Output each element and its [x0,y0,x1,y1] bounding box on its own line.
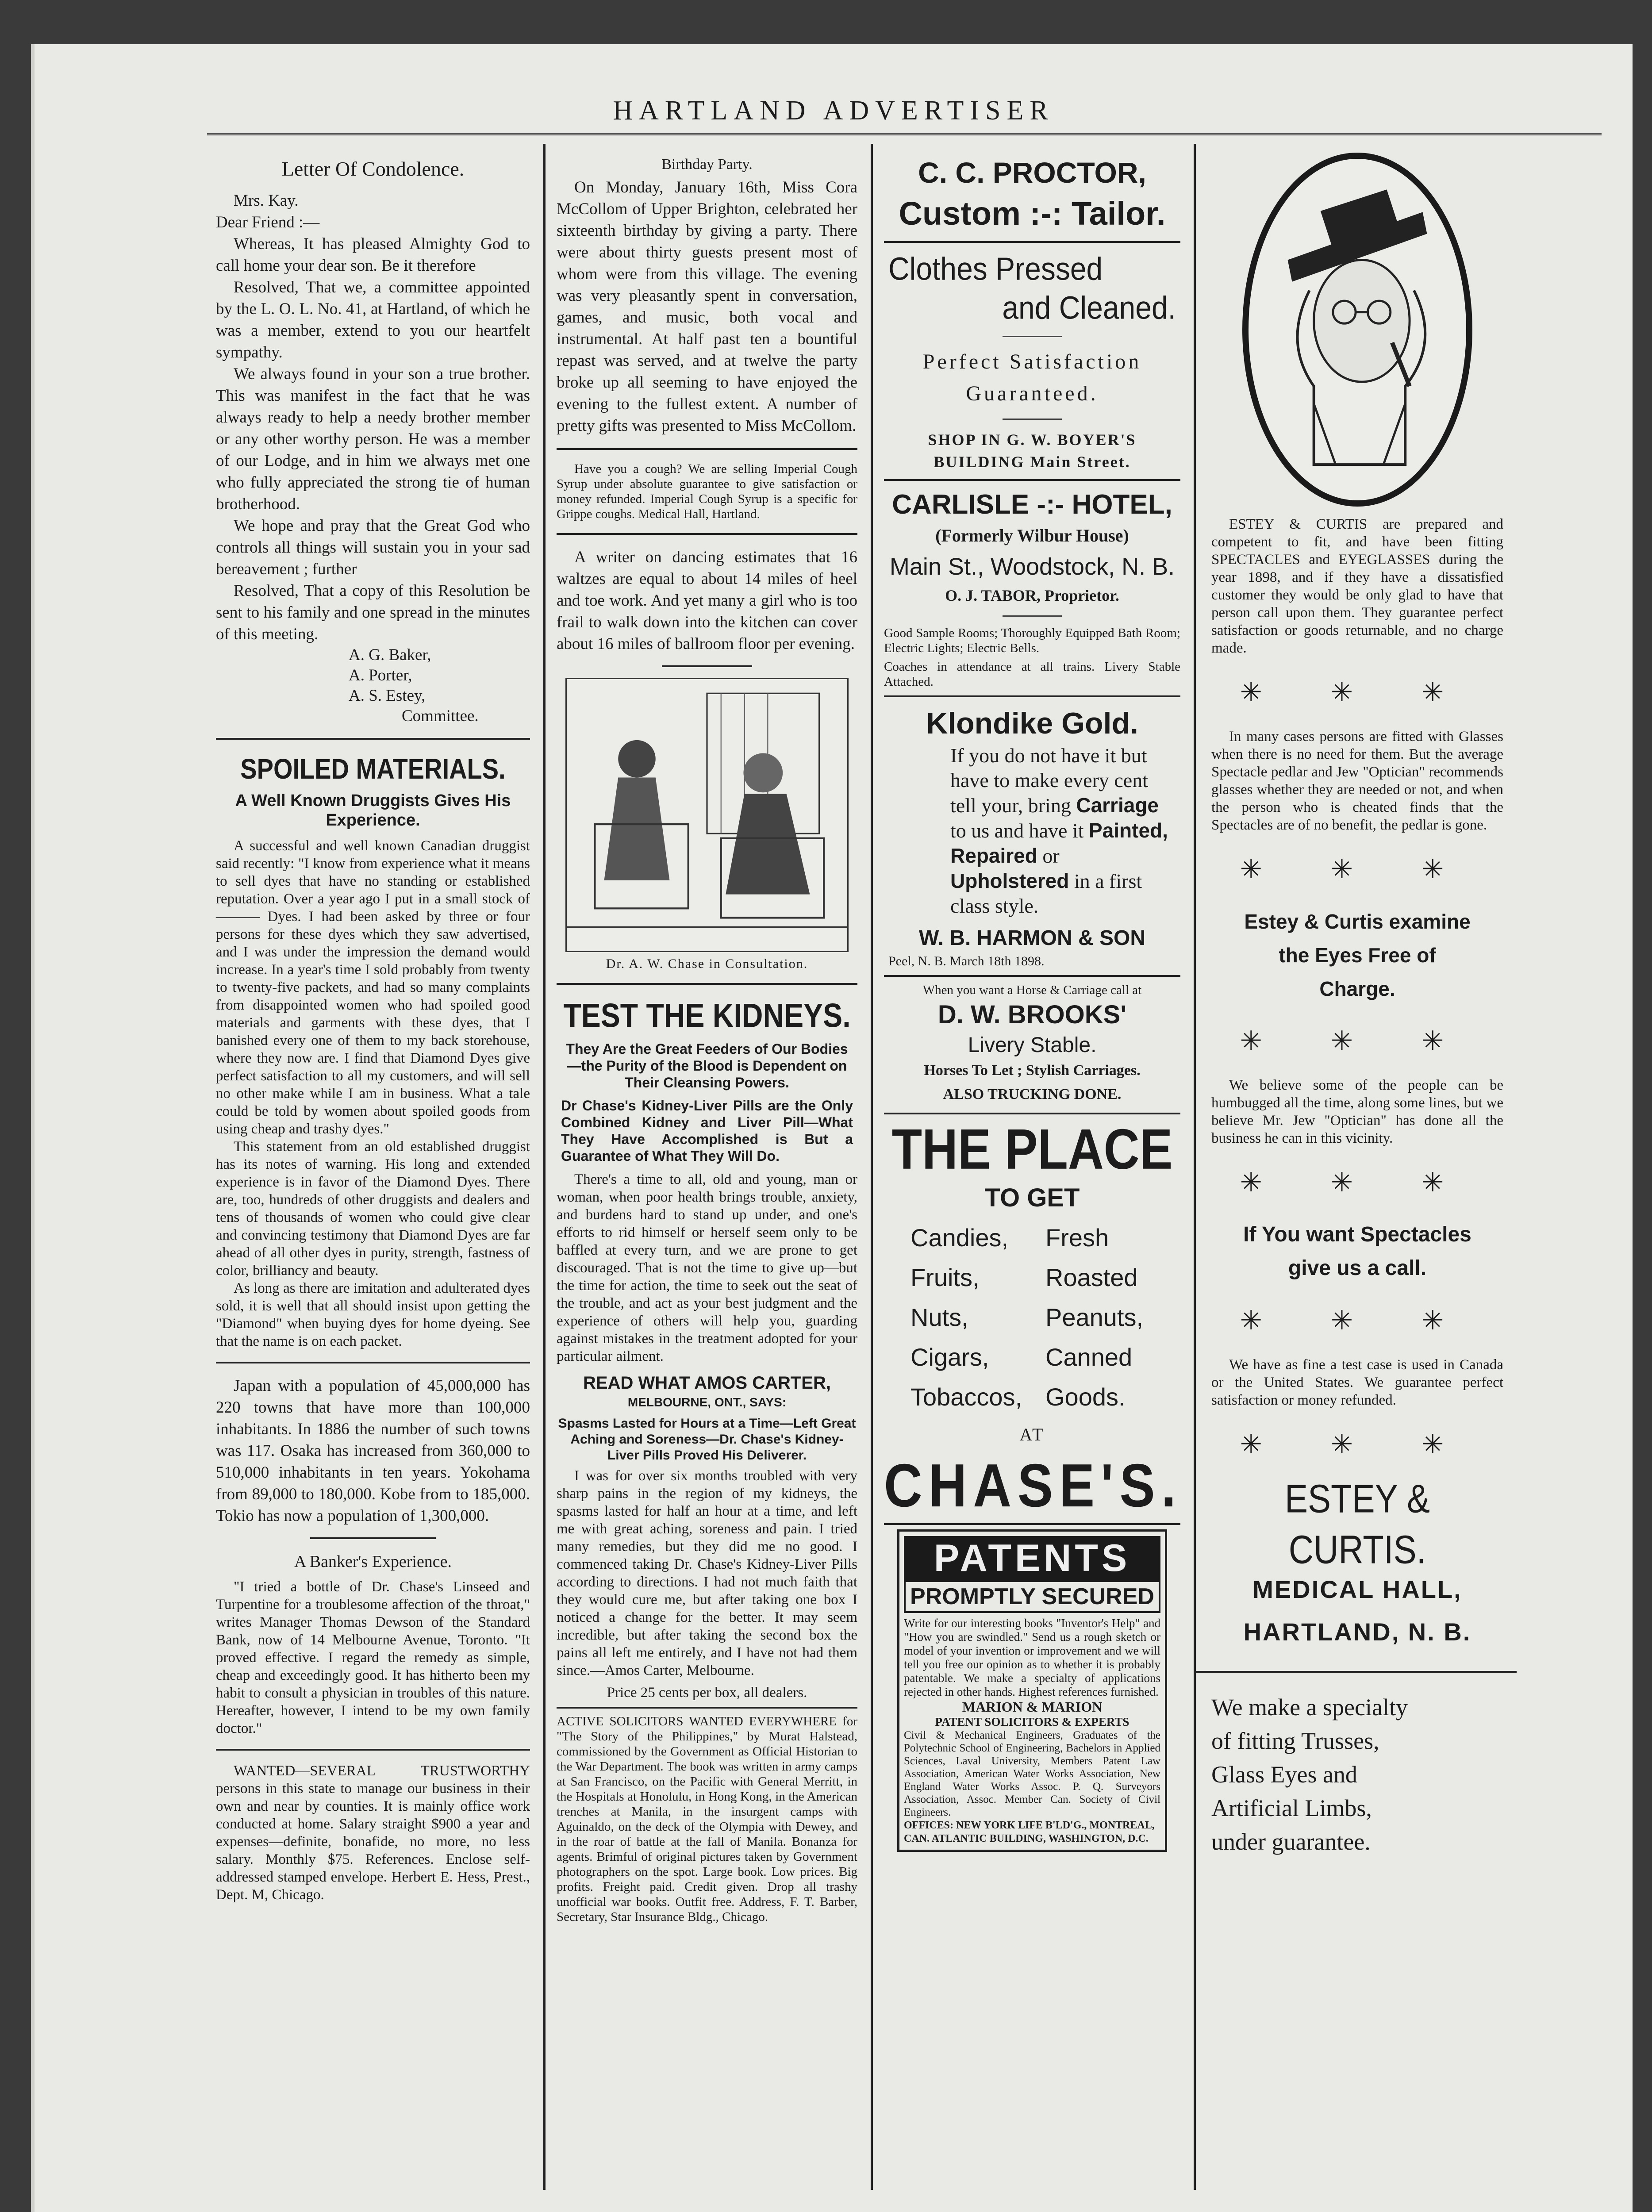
product-item: Fruits, [911,1263,980,1291]
want-line: give us a call. [1288,1256,1427,1280]
estey-paragraph: In many cases persons are fitted with Glasses when there is no need for them. But the average Spectacle pedlar and Jew "Optician" recommends glasses whether they are needed or not, and when the person who is cheated finds that the Spectacles are of no benefit, the pedlar is gone. [1211,729,1503,833]
klondike-text: If you do not have it but have to make every cent tell your, bring [950,744,1148,817]
star-divider: ✳ ✳ ✳ [1240,1168,1475,1197]
place-subtitle: TO GET [984,1183,1080,1212]
masthead-rule [207,133,1602,135]
condolence-paragraph: We always found in your son a true brother. This was manifest in the fact that he was always ready to help a needy brother member or any other worthy person. He was a member of our Lodge, and in him we always met one who fully appreciated the strong tie of human brotherhood. [216,365,530,513]
amos-subtitle: Spasms Lasted for Hours at a Time—Left Great Aching and Soreness—Dr. Chase's Kidney-Liver Pills Proved His Deliverer. [558,1416,856,1463]
waltz-paragraph: A writer on dancing estimates that 16 waltzes are equal to about 14 miles of heel and toe work. And yet many a girl who is too frail to walk down into the kitchen can cover about 16 miles of ballroom floor per evening. [557,548,857,653]
birthday-title: Birthday Party. [661,156,753,173]
clothes-line: Clothes Pressed [888,250,1103,287]
hall-name: MEDICAL HALL, [1252,1575,1462,1603]
product-item: Cigars, [911,1343,989,1371]
divider [884,241,1180,243]
column-2 [543,144,871,2190]
hotel-former: (Formerly Wilbur House) [935,526,1129,545]
wanted-ad: WANTED—SEVERAL TRUSTWORTHY persons in this state to manage our business in their own and near by counties. It is mainly office work conducted at home. Salary straight $900 a year and expenses—definite, bonafide, no more, no less salary. Monthly $75. References. Enclose self-addressed stamped envelope. Herbert E. Hess, Prest., Dept. M, Chicago. [216,1763,530,1903]
divider [884,975,1180,977]
firm-name: ESTEY & CURTIS. [1284,1476,1430,1572]
klondike-title: Klondike Gold. [926,707,1138,740]
woman-with-spectacles-drawing [1249,159,1466,500]
condolence-paragraph: Whereas, It has pleased Almighty God to call home your dear son. Be it therefore [216,235,530,275]
divider [1003,615,1062,617]
perfect-line: Perfect Satisfaction [922,350,1142,373]
patents-subtitle: PROMPTLY SECURED [904,1580,1160,1613]
divider [662,665,752,667]
signature: Committee. [402,707,479,725]
condolence-greeting: Dear Friend :— [216,213,320,231]
amos-paragraph: I was for over six months troubled with very sharp pains in the region of my kidneys, the spasms lasted for half an hour at a time, and left me with great aching, soreness and pain. I tried many remedies, but they did me no good. I commenced taking Dr. Chase's Kidney-Liver Pills according to directions. I had not much faith that they would cure me, but after taking one box I noticed a change for the better. It may seem incredible, but after taking the second box the pains all left me entirely, and I have not had them since.—Amos Carter, Melbourne. [557,1468,857,1678]
brooks-horses: Horses To Let ; Stylish Carriages. [924,1062,1141,1079]
brooks-livery: Livery Stable. [968,1033,1097,1057]
product-item: Fresh [1045,1224,1109,1252]
divider [1194,1671,1517,1673]
divider [557,983,857,985]
product-item: Roasted [1045,1263,1138,1291]
offices-line: OFFICES: NEW YORK LIFE B'LD'G., MONTREAL, CAN. ATLANTIC BUILDING, WASHINGTON, D.C. [904,1820,1155,1844]
divider [310,1537,436,1539]
optician-illustration [1242,153,1472,507]
birthday-paragraph: On Monday, January 16th, Miss Cora McCollom of Upper Brighton, celebrated her sixteenth birthday by giving a party. There were about thirty guests present most of whom were from this village. The evening was very pleasantly spent in conversation, games, and music, both vocal and instrumental. At half past ten a bountiful repast was served, and at twelve the party broke up all seeming to have enjoyed the evening to the fullest extent. A number of pretty gifts was presented to Miss McCollom. [557,178,857,435]
solicitors-ad: ACTIVE SOLICITORS WANTED EVERYWHERE for "The Story of the Philippines," by Murat Halstead, commissioned by the Government as Official Historian to the War Department. The book was written in army camps at San Francisco, on the Pacific with General Merritt, in the Hospitals at Honolulu, in Hong Kong, in the American trenches at Manila, in the insurgent camps with Aguinaldo, on the deck of the Olympia with Dewey, and in the roar of battle at the fall of Manila. Bonanza for agents. Brimful of original pictures taken by Government photographers on the spot. Large book. Low prices. Big profits. Freight paid. Credit given. Drop all trashy unofficial war books. Outfit free. Address, F. T. Barber, Secretary, Star Insurance Bldg., Chicago. [557,1714,857,1924]
product-item: Tobaccos, [911,1383,1022,1411]
klondike-text: in a first class style. [950,870,1142,917]
hotel-address: Main St., Woodstock, N. B. [889,553,1175,580]
brooks-name: D. W. BROOKS' [937,1000,1127,1029]
proctor-trade: Custom :-: Tailor. [899,195,1166,232]
patents-paragraph: Write for our interesting books "Inventor's Help" and "How you are swindled." Send us a rough sketch or model of your invention or improvement and we will tell you free our opinion as to whether it is probably patentable. We make a specialty of applications rejected in other hands. Highest references furnished. [904,1617,1160,1698]
product-item: Nuts, [911,1303,968,1331]
condolence-paragraph: Resolved, That a copy of this Resolution be sent to his family and one spread in the minutes of this meeting. [216,582,530,643]
signature: A. Porter, [349,666,412,684]
klondike-text: to us and have it [950,819,1084,842]
hotel-description: Coaches in attendance at all trains. Livery Stable Attached. [884,660,1180,689]
amos-location: MELBOURNE, ONT., SAYS: [627,1395,787,1409]
column-1 [207,144,543,2190]
cough-ad: Have you a cough? We are selling Imperial Cough Syrup under absolute guarantee to give satisfaction or money refunded. Imperial Cough Syrup is a specific for Grippe coughs. Medical Hall, Hartland. [557,462,857,521]
price-line: Price 25 cents per box, all dealers. [607,1685,807,1701]
banker-title: A Banker's Experience. [294,1552,452,1571]
product-list-right [1045,1218,1180,1417]
spoiled-title: SPOILED MATERIALS. [240,753,506,785]
product-list-left [911,1218,1045,1417]
brooks-trucking: ALSO TRUCKING DONE. [943,1086,1122,1102]
clothes-line: and Cleaned. [1002,289,1176,326]
column-3 [871,144,1194,2190]
specialty-paragraph: We make a specialty of fitting Trusses, Glass Eyes and Artificial Limbs, under guarantee. [1211,1694,1408,1855]
spoiled-paragraph: This statement from an old established druggist has its notes of warning. His long and extended experience is in favor of the Diamond Dyes. There are, too, hundreds of other druggists and dealers and tens of thousands of women who could give clear and convincing testimony that Diamond Dyes are far ahead of all other dyes in purity, strength, fastness of color, brilliancy and beauty. [216,1139,530,1279]
brooks-intro: When you want a Horse & Carriage call at [922,983,1142,997]
star-divider: ✳ ✳ ✳ [1240,1306,1475,1335]
estey-paragraph: ESTEY & CURTIS are prepared and competent to fit, and have been fitting SPECTACLES and EYEGLASSES during the year 1898, and if they have a dissatisfied customer they would be only glad to have that person call upon them. They guarantee perfect satisfaction or goods returnable, and no charge made. [1211,516,1503,656]
kidney-subtitle: They Are the Great Feeders of Our Bodies—the Purity of the Blood is Dependent on Their Cleansing Powers. [566,1041,848,1091]
condolence-to: Mrs. Kay. [234,192,299,210]
divider [557,1707,857,1709]
divider [216,1362,530,1363]
doctor-illustration [565,678,849,952]
marion-subtitle: PATENT SOLICITORS & EXPERTS [935,1715,1130,1728]
estey-paragraph: We believe some of the people can be humbugged all the time, along some lines, but we believe Mr. Jew "Optician" has done all the business he can in this vicinity. [1211,1077,1503,1146]
condolence-title: Letter Of Condolence. [281,157,465,180]
product-item: Candies, [911,1224,1009,1252]
klondike-body [884,743,1180,918]
column-4 [1194,144,1517,2190]
divider [557,448,857,450]
examine-line: the Eyes Free of [1279,944,1436,967]
divider [216,738,530,740]
divider [557,533,857,535]
star-divider: ✳ ✳ ✳ [1240,1430,1475,1459]
divider [1003,336,1062,337]
divider [216,1749,530,1751]
hotel-proprietor: O. J. TABOR, Proprietor. [945,587,1119,604]
product-grid [884,1218,1180,1417]
hotel-name: CARLISLE -:- HOTEL, [892,489,1172,520]
at-label: AT [1019,1425,1045,1444]
product-item: Canned [1045,1343,1133,1371]
star-divider: ✳ ✳ ✳ [1240,855,1475,884]
divider [884,695,1180,697]
divider [884,479,1180,481]
product-item: Peanuts, [1045,1303,1144,1331]
japan-paragraph: Japan with a population of 45,000,000 has 220 towns that have more than 100,000 inhabitants. In 1886 the number of such towns was 117. Osaka has increased from 360,000 to 510,000 inhabitants in ten years. Yokohama from 89,000 to 180,000. Kobe from to 185,000. Tokio has now a population of 1,300,000. [216,1377,530,1525]
town-name: HARTLAND, N. B. [1243,1618,1471,1646]
examine-line: Estey & Curtis examine [1244,910,1471,933]
estey-paragraph: We have as fine a test case is used in Canada or the United States. We guarantee perfect satisfaction or money refunded. [1211,1357,1503,1408]
newspaper-page [31,44,1633,2212]
harmon-name: W. B. HARMON & SON [919,926,1145,950]
marion-name: MARION & MARION [962,1699,1103,1715]
shop-line: BUILDING Main Street. [934,453,1131,471]
klondike-text: or [1042,845,1060,867]
examine-line: Charge. [1319,977,1395,1000]
klondike-bold: Painted, Repaired [950,819,1168,867]
marion-paragraph: Civil & Mechanical Engineers, Graduates of the Polytechnic School of Engineering, Bachelors in Applied Sciences, Laval University, Members Patent Law Association, American Water Works Association, New England Water Works Assoc. P. Q. Surveyors Association, Assoc. Member Can. Society of Civil Engineers. [904,1729,1160,1818]
banker-paragraph: "I tried a bottle of Dr. Chase's Linseed and Turpentine for a troublesome affection of the throat," writes Manager Thomas Dewson of the Standard Bank, now of 14 Melbourne Avenue, Toronto. "It proved effective. I regard the remedy as simple, cheap and exceedingly good. It has hitherto been my habit to consult a physician in troubles of this nature. Hereafter, however, I intend to be my own family doctor." [216,1579,530,1736]
spoiled-paragraph: As long as there are imitation and adulterated dyes sold, it is well that all should insist upon getting the "Diamond" when buying dyes for home dyeing. See that the name is on each packet. [216,1280,530,1349]
patents-ad [897,1529,1167,1852]
proctor-name: C. C. PROCTOR, [918,156,1146,189]
harmon-date: Peel, N. B. March 18th 1898. [888,954,1045,968]
star-divider: ✳ ✳ ✳ [1240,678,1475,707]
signature: A. G. Baker, [349,646,431,664]
spoiled-subtitle: A Well Known Druggists Gives His Experience. [235,791,511,830]
product-item: Goods. [1045,1383,1126,1411]
illustration-caption: Dr. A. W. Chase in Consultation. [606,956,808,971]
chase-name: CHASE'S. [884,1451,1182,1520]
condolence-paragraph: Resolved, That we, a committee appointed by the L. O. L. No. 41, at Hartland, of which he was a member, extend to you our heartfelt sympathy. [216,278,530,361]
hotel-description: Good Sample Rooms; Thoroughly Equipped Bath Room; Electric Lights; Electric Bells. [884,626,1180,655]
divider [1003,419,1062,420]
spoiled-paragraph: A successful and well known Canadian druggist said recently: "I know from experience what it means to sell dyes that have no standing or established reputation. Over a year ago I put in a small stock of——— Dyes. I had been asked by three or four persons for these dyes which they saw advertised, and I was under the impression the demand would increase. In a year's time I sold probably from twenty to twenty-five packets, and had so many complaints from disappointed women who had spoiled good materials and garments with these dyes, that I banished every one of them to my back storehouse, where they now are. I find that Diamond Dyes give perfect satisfaction to all my customers, and will sell no other make while I am in business. What a tale could be told by women about spoiled goods from using cheap and trashy dyes." [216,838,530,1137]
want-line: If You want Spectacles [1243,1223,1471,1246]
consultation-drawing [567,679,847,951]
shop-line: SHOP IN G. W. BOYER'S [928,431,1137,449]
kidney-subtitle: Dr Chase's Kidney-Liver Pills are the Only Combined Kidney and Liver Pill—What They Have Accomplished is But a Guarantee of What They Will Do. [561,1098,853,1164]
star-divider: ✳ ✳ ✳ [1240,1026,1475,1056]
signature: A. S. Estey, [349,687,426,705]
kidney-title: TEST THE KIDNEYS. [563,996,851,1034]
divider [884,1113,1180,1114]
patents-title: PATENTS [904,1536,1160,1580]
klondike-bold: Carriage [1076,794,1159,817]
kidney-paragraph: There's a time to all, old and young, man or woman, when poor health brings trouble, anxiety, and burdens hard to stand up under, and one's efforts to rid himself or herself seem only to be baffled at every turn, and we are prone to get discouraged. That is not the time to give up—but the time for action, the time to seek out the seat of the trouble, and act as your best judgment and the experience of others will help you, guarding against mistakes in the treatment adopted for your particular ailment. [557,1171,857,1364]
masthead: HARTLAND ADVERTISER [613,96,1054,126]
condolence-paragraph: We hope and pray that the Great God who controls all things will sustain you in your sad bereavement ; further [216,517,530,578]
perfect-line: Guaranteed. [966,382,1099,405]
place-title: THE PLACE [891,1117,1173,1181]
klondike-bold: Upholstered [950,869,1069,892]
amos-title: READ WHAT AMOS CARTER, [583,1373,831,1393]
